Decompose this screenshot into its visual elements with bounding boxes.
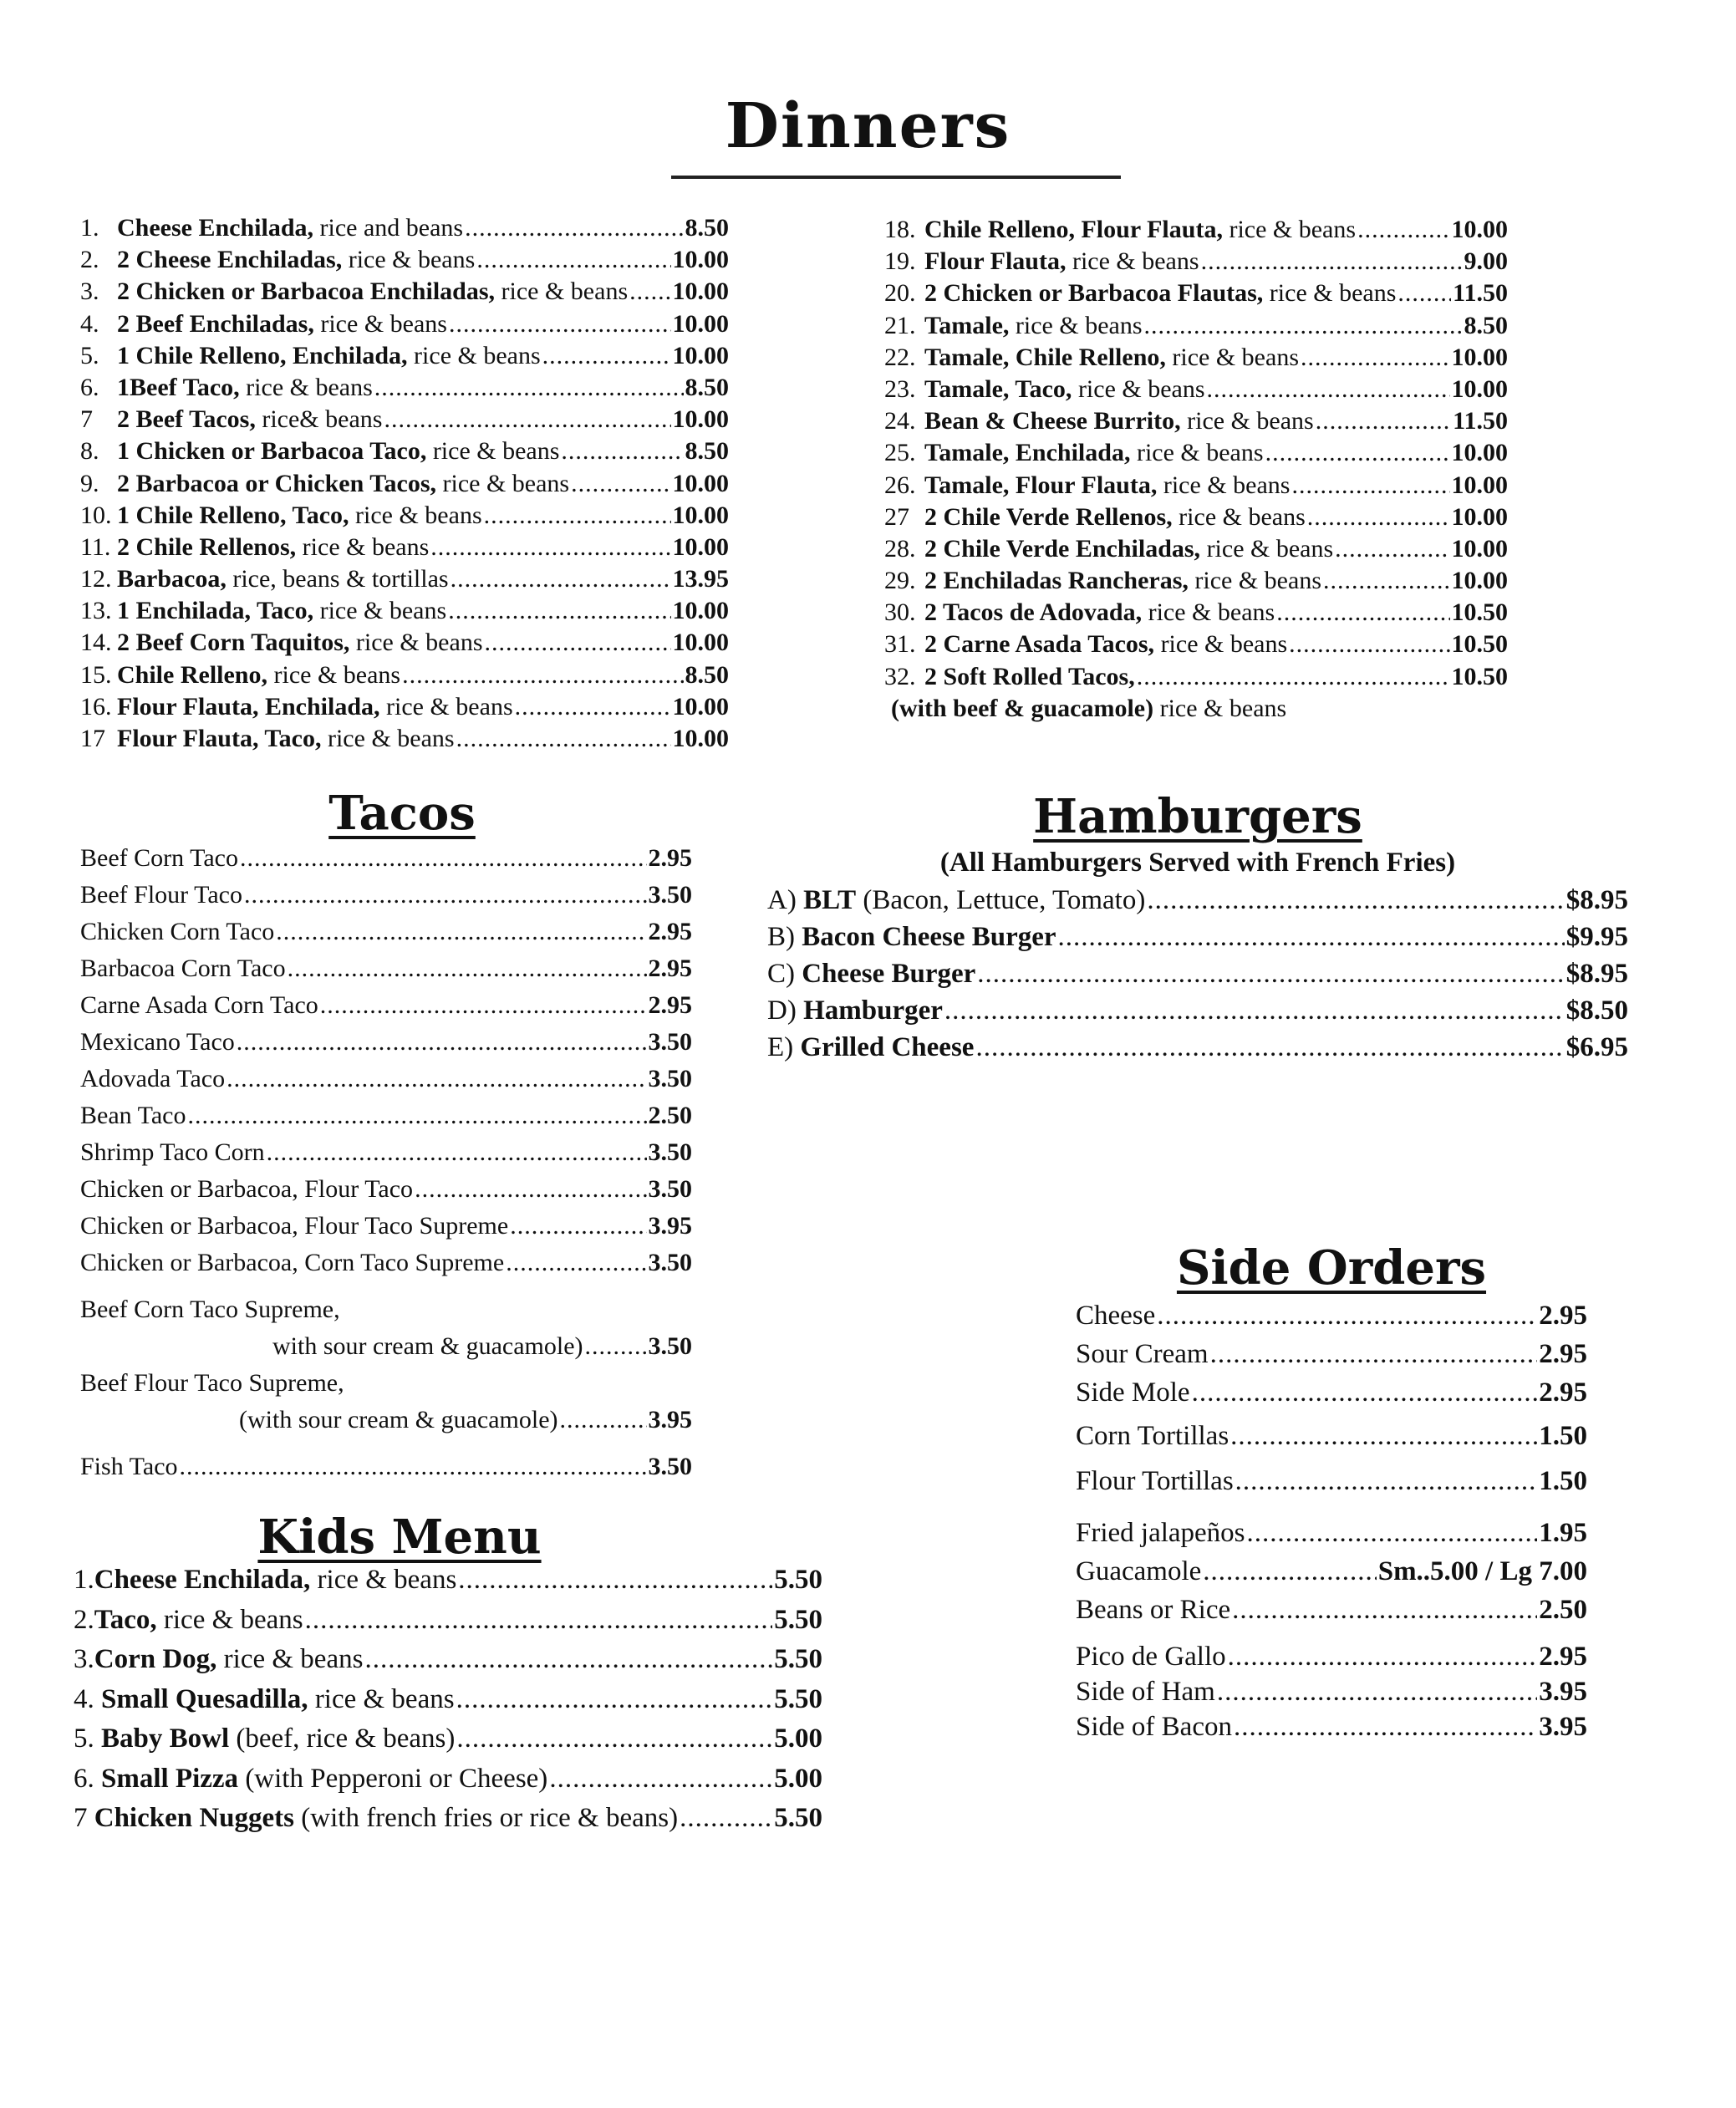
side-item: Side of Ham ..... 3.95	[1076, 1677, 1587, 1712]
side-item: Beans or Rice ..... 2.50	[1076, 1595, 1587, 1642]
taco-item: Beef Flour Taco ..... 3.50	[80, 881, 692, 918]
taco-item: Adovada Taco ..... 3.50	[80, 1065, 692, 1102]
side-item: Side of Bacon ..... 3.95	[1076, 1712, 1587, 1747]
dinners-list-right	[884, 216, 1508, 723]
dinner-item: 11. 2 Chile Rellenos, rice & beans ..... 10.00	[80, 533, 729, 565]
hamburgers-subtitle: (All Hamburgers Served with French Fries)	[939, 848, 1456, 878]
kids-item: 3.Corn Dog, rice & beans ..... 5.50	[74, 1644, 822, 1684]
taco-supreme-title: Beef Corn Taco Supreme,	[80, 1296, 340, 1323]
dinner-item: 19. Flour Flauta, rice & beans ..... 9.00	[884, 247, 1508, 279]
taco-supreme-item: with sour cream & guacamole) ..... 3.50	[80, 1332, 692, 1369]
dinner-item: 14. 2 Beef Corn Taquitos, rice & beans ..... 10.00	[80, 629, 729, 660]
dinner-item: 30. 2 Tacos de Adovada, rice & beans ..... 10.50	[884, 598, 1508, 630]
kids-item: 1.Cheese Enchilada, rice & beans ..... 5.50	[74, 1565, 822, 1605]
dinner-item: 26. Tamale, Flour Flauta, rice & beans ..... 10.00	[884, 471, 1508, 503]
hamburger-item: B) Bacon Cheese Burger ..... $9.95	[767, 922, 1628, 959]
hamburger-item: A) BLT (Bacon, Lettuce, Tomato) ..... $8.95	[767, 885, 1628, 922]
kids-item: 7 Chicken Nuggets (with french fries or rice & beans) ..... 5.50	[74, 1803, 822, 1843]
dinner-item: 5. 1 Chile Relleno, Enchilada, rice & beans ..... 10.00	[80, 342, 729, 374]
dinner-item: 13. 1 Enchilada, Taco, rice & beans ..... 10.00	[80, 597, 729, 629]
side-orders-title: Side Orders	[1176, 1240, 1487, 1296]
dinner-item: 2. 2 Cheese Enchiladas, rice & beans ..... 10.00	[80, 246, 729, 278]
dinner-item: 27 2 Chile Verde Rellenos, rice & beans ..... 10.00	[884, 503, 1508, 535]
hamburger-item: C) Cheese Burger ..... $8.95	[767, 959, 1628, 995]
taco-item: Shrimp Taco Corn ..... 3.50	[80, 1138, 692, 1175]
dinner-item: 25. Tamale, Enchilada, rice & beans ..... 10.00	[884, 439, 1508, 471]
dinner-item: 12. Barbacoa, rice, beans & tortillas ..... 13.95	[80, 565, 729, 597]
taco-item: Carne Asada Corn Taco ..... 2.95	[80, 991, 692, 1028]
side-item: Sour Cream ..... 2.95	[1076, 1339, 1587, 1377]
kids-item: 2.Taco, rice & beans ..... 5.50	[74, 1605, 822, 1645]
dinner-item: 3. 2 Chicken or Barbacoa Enchiladas, rice & beans ..... 10.00	[80, 278, 729, 309]
dinner-item: 8. 1 Chicken or Barbacoa Taco, rice & beans ..... 8.50	[80, 437, 729, 469]
taco-supreme-item: (with sour cream & guacamole) ..... 3.95	[80, 1406, 692, 1453]
dinner-item: 6. 1Beef Taco, rice & beans ..... 8.50	[80, 374, 729, 405]
dinner-item: 9. 2 Barbacoa or Chicken Tacos, rice & beans ..... 10.00	[80, 470, 729, 502]
taco-item: Mexicano Taco ..... 3.50	[80, 1028, 692, 1065]
page-title: Dinners	[725, 90, 1011, 162]
dinner-item: 18. Chile Relleno, Flour Flauta, rice & beans ..... 10.00	[884, 216, 1508, 247]
hamburgers-title: Hamburgers	[1033, 789, 1362, 844]
taco-item: Chicken Corn Taco ..... 2.95	[80, 918, 692, 955]
hamburger-item: D) Hamburger ..... $8.50	[767, 995, 1628, 1032]
dinner-item: 16. Flour Flauta, Enchilada, rice & beans ..... 10.00	[80, 693, 729, 725]
taco-item: Chicken or Barbacoa, Flour Taco Supreme ..... 3.95	[80, 1212, 692, 1249]
dinner-item: 22. Tamale, Chile Relleno, rice & beans ..... 10.00	[884, 344, 1508, 375]
dinner-item: 7 2 Beef Tacos, rice& beans ..... 10.00	[80, 405, 729, 437]
taco-supreme-title: Beef Flour Taco Supreme,	[80, 1369, 344, 1397]
dinner-item: 1. Cheese Enchilada, rice and beans ..... 8.50	[80, 214, 729, 246]
dinner-item: 29. 2 Enchiladas Rancheras, rice & beans ..... 10.00	[884, 567, 1508, 598]
dinner-item: 28. 2 Chile Verde Enchiladas, rice & beans ..... 10.00	[884, 535, 1508, 567]
taco-item: Fish Taco ..... 3.50	[80, 1453, 692, 1489]
side-item: Flour Tortillas ..... 1.50	[1076, 1466, 1587, 1518]
taco-item: Chicken or Barbacoa, Corn Taco Supreme ..... 3.50	[80, 1249, 692, 1296]
kids-menu-title: Kids Menu	[257, 1510, 542, 1565]
dinner-item: 21. Tamale, rice & beans ..... 8.50	[884, 312, 1508, 344]
side-item: Corn Tortillas ..... 1.50	[1076, 1421, 1587, 1466]
kids-item: 6. Small Pizza (with Pepperoni or Cheese) ..... 5.00	[74, 1764, 822, 1804]
side-item: Cheese ..... 2.95	[1076, 1301, 1587, 1339]
tacos-title: Tacos	[328, 786, 476, 841]
dinner-item: 17 Flour Flauta, Taco, rice & beans ..... 10.00	[80, 725, 729, 756]
dinner-item: 32. 2 Soft Rolled Tacos, ..... 10.50	[884, 663, 1508, 695]
hamburger-item: E) Grilled Cheese ..... $6.95	[767, 1032, 1628, 1069]
hamburgers-section	[767, 789, 1628, 1069]
taco-item: Bean Taco ..... 2.50	[80, 1102, 692, 1138]
dinner-item: 15. Chile Relleno, rice & beans ..... 8.50	[80, 661, 729, 693]
side-item: Guacamole ..... Sm..5.00 / Lg 7.00	[1076, 1556, 1587, 1595]
kids-item: 4. Small Quesadilla, rice & beans ..... 5.50	[74, 1684, 822, 1724]
dinner-item: 10. 1 Chile Relleno, Taco, rice & beans ..... 10.00	[80, 502, 729, 533]
dinner-item: 4. 2 Beef Enchiladas, rice & beans ..... 10.00	[80, 310, 729, 342]
kids-item: 5. Baby Bowl (beef, rice & beans) ..... 5.00	[74, 1724, 822, 1764]
dinners-list-left	[80, 214, 729, 756]
dinner-item: 31. 2 Carne Asada Tacos, rice & beans ..... 10.50	[884, 630, 1508, 662]
dinner-item: 24. Bean & Cheese Burrito, rice & beans ..... 11.50	[884, 407, 1508, 439]
title-underline	[671, 176, 1121, 179]
side-item: Pico de Gallo ..... 2.95	[1076, 1642, 1587, 1677]
kids-menu-section	[74, 1510, 822, 1843]
side-item: Side Mole ..... 2.95	[1076, 1377, 1587, 1421]
taco-item: Chicken or Barbacoa, Flour Taco ..... 3.50	[80, 1175, 692, 1212]
taco-item: Barbacoa Corn Taco ..... 2.95	[80, 955, 692, 991]
tacos-section	[80, 786, 692, 1489]
dinner-item: 23. Tamale, Taco, rice & beans ..... 10.00	[884, 375, 1508, 407]
side-item: Fried jalapeños ..... 1.95	[1076, 1518, 1587, 1556]
dinner-note: (with beef & guacamole) rice & beans	[891, 694, 1287, 722]
taco-item: Beef Corn Taco ..... 2.95	[80, 844, 692, 881]
dinner-item: 20. 2 Chicken or Barbacoa Flautas, rice & beans ..... 11.50	[884, 279, 1508, 311]
side-orders-section	[1076, 1240, 1587, 1747]
